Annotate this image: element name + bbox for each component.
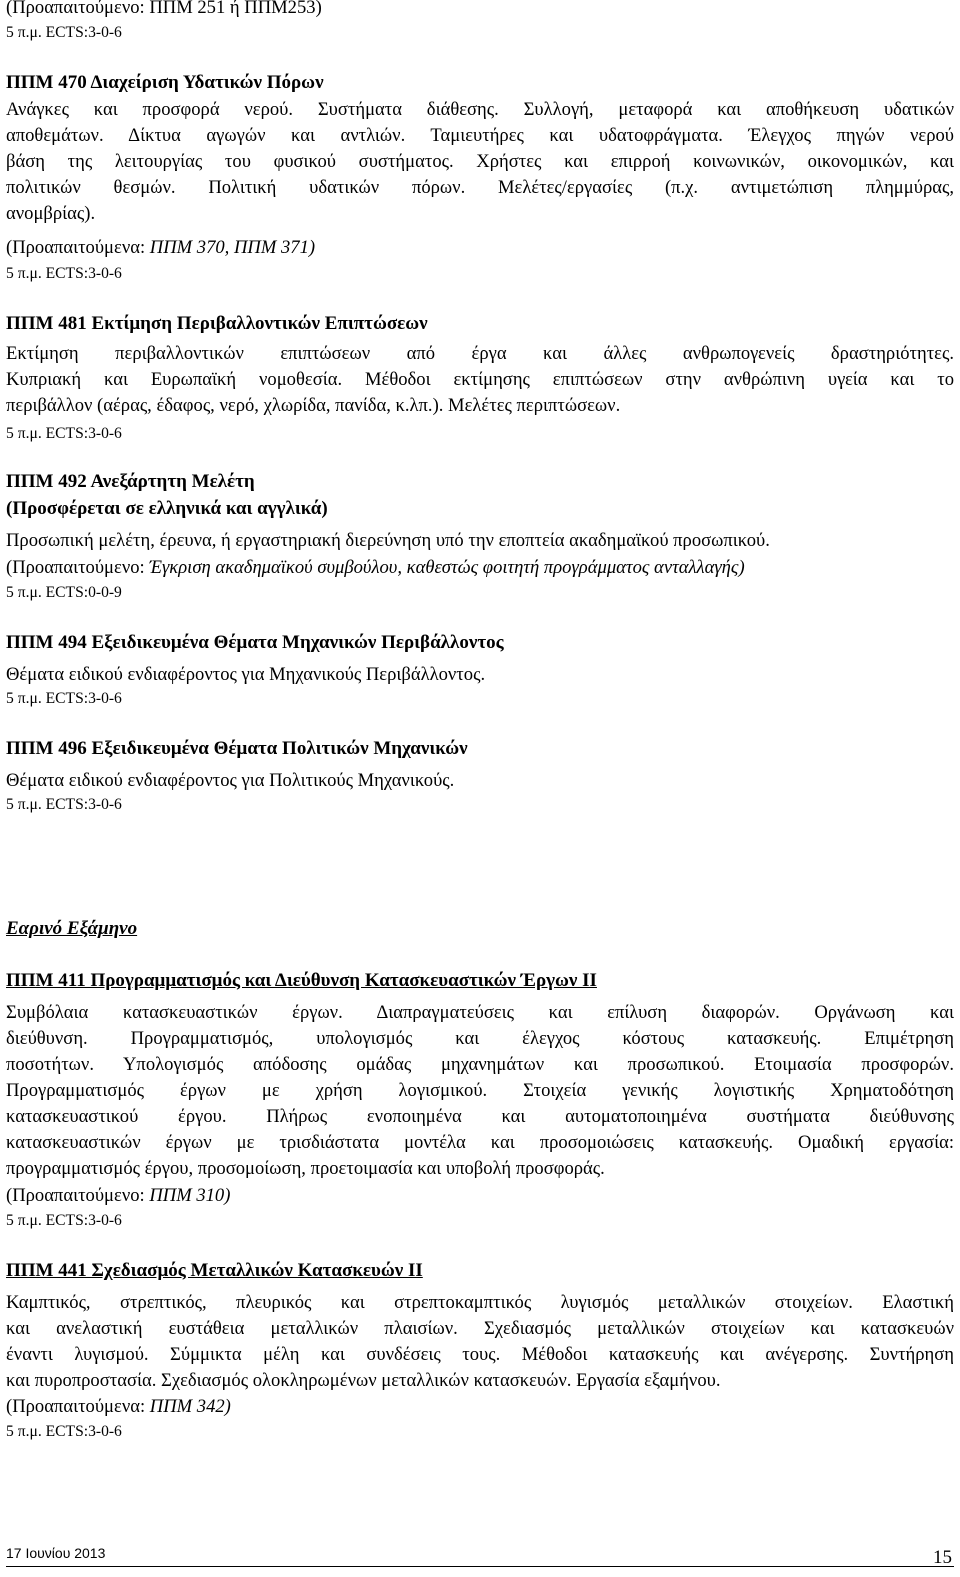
prerequisite-line (6, 1183, 230, 1209)
description-line: κατασκευαστικών έργων με τρισδιάστατα μοντέλα και προσομοιώσεις κατασκευής. Ομαδική εργασία: (6, 1132, 954, 1153)
prereq-value: Έγκριση ακαδημαϊκού συμβούλου, καθεστώς φοιτητή προγράμματος ανταλλαγής) (149, 557, 745, 578)
prereq-value: ΠΠΜ 342) (149, 1396, 231, 1417)
prerequisite-line (6, 555, 745, 581)
footer-date: 17 Ιουνίου 2013 (6, 1545, 106, 1561)
description-line: διεύθυνση. Προγραμματισμός, υπολογισμός και έλεγχος κόστους κατασκευής. Επιμέτρηση (6, 1028, 954, 1049)
credits-line: 5 π.μ. ECTS:3-0-6 (6, 265, 122, 282)
description-line: προγραμματισμός έργου, προσομοίωση, προετοιμασία και υποβολή προσφοράς. (6, 1158, 605, 1179)
credits-line: 5 π.μ. ECTS:3-0-6 (6, 690, 122, 707)
description-line: Κυπριακή και Ευρωπαϊκή νομοθεσία. Μέθοδοι εκτίμησης επιπτώσεων στην ανθρώπινη υγεία και το (6, 369, 954, 390)
course-description-441 (6, 1290, 954, 1394)
description-line: περιβάλλον (αέρας, έδαφος, νερό, χλωρίδα, πανίδα, κ.λπ.). Μελέτες περιπτώσεων. (6, 395, 621, 416)
course-title-481: ΠΠΜ 481 Εκτίμηση Περιβαλλοντικών Επιπτώσεων (6, 313, 428, 334)
description-line: Προσωπική μελέτη, έρευνα, ή εργαστηριακή διερεύνηση υπό την εποπτεία ακαδημαϊκού προσωπικού. (6, 530, 770, 551)
description-line: αποθεμάτων. Δίκτυα αγωγών και αντλιών. Ταμιευτήρες και υδατοφράγματα. Έλεγχος πηγών νερού (6, 125, 954, 146)
prereq-value: ΠΠΜ 370, ΠΠΜ 371) (149, 237, 316, 258)
description-line: ανομβρίας). (6, 203, 96, 224)
course-language-note: (Προσφέρεται σε ελληνικά και αγγλικά) (6, 498, 328, 519)
course-description-481 (6, 341, 954, 419)
prereq-label: (Προαπαιτούμενο: (6, 557, 150, 578)
description-line: Θέματα ειδικού ενδιαφέροντος για Πολιτικούς Μηχανικούς. (6, 770, 455, 791)
credits-line: 5 π.μ. ECTS:3-0-6 (6, 24, 122, 41)
description-line: ποσοτήτων. Υπολογισμός απόδοσης ομάδας μηχανημάτων και προσωπικού. Ετοιμασία προσφορών. (6, 1054, 954, 1075)
prerequisite-line: (Προαπαιτούμενο: ΠΠΜ 251 ή ΠΠΜ253) (6, 0, 322, 18)
description-line: πολιτικών θεσμών. Πολιτική υδατικών πόρων. Μελέτες/εργασίες (π.χ. αντιμετώπιση πλημμύρας, (6, 177, 954, 198)
course-description-470 (6, 97, 954, 227)
credits-line: 5 π.μ. ECTS:3-0-6 (6, 425, 122, 442)
course-title-470: ΠΠΜ 470 Διαχείριση Υδατικών Πόρων (6, 72, 324, 93)
semester-heading: Εαρινό Εξάμηνο (6, 918, 138, 939)
page-number: 15 (933, 1547, 952, 1568)
prerequisite-line (6, 1394, 231, 1420)
credits-line: 5 π.μ. ECTS:3-0-6 (6, 1212, 122, 1229)
description-line: Προγραμματισμός έργων με χρήση λογισμικού. Στοιχεία γενικής λογιστικής Χρηματοδότηση (6, 1080, 954, 1101)
prerequisite-line (6, 235, 315, 261)
description-line: Εκτίμηση περιβαλλοντικών επιπτώσεων από έργα και άλλες ανθρωπογενείς δραστηριότητες. (6, 343, 954, 364)
description-line: και πυροπροστασία. Σχεδιασμός ολοκληρωμένων μεταλλικών κατασκευών. Εργασία εξαμήνου. (6, 1370, 721, 1391)
prereq-label: (Προαπαιτούμενο: (6, 1185, 150, 1206)
prereq-value: ΠΠΜ 310) (149, 1185, 231, 1206)
description-line: Ανάγκες και προσφορά νερού. Συστήματα διάθεσης. Συλλογή, μεταφορά και αποθήκευση υδατικών (6, 99, 954, 120)
description-line: έναντι λυγισμού. Σύμμικτα μέλη και συνδέσεις τους. Μέθοδοι κατασκευής και ανέγερσης. Συντήρηση (6, 1344, 954, 1365)
course-title-441: ΠΠΜ 441 Σχεδιασμός Μεταλλικών Κατασκευών ΙΙ (6, 1260, 423, 1281)
credits-line: 5 π.μ. ECTS:3-0-6 (6, 796, 122, 813)
course-description-411 (6, 1000, 954, 1182)
description-line: Θέματα ειδικού ενδιαφέροντος για Μηχανικούς Περιβάλλοντος. (6, 664, 486, 685)
description-line: κατασκευαστικού έργου. Πλήρως ενοποιημένα και αυτοματοποιημένα συστήματα διεύθυνσης (6, 1106, 954, 1127)
footer-divider (6, 1566, 954, 1567)
description-line: βάση της λειτουργίας του φυσικού συστήματος. Χρήστες και επιρροή κοινωνικών, οικονομικών, και (6, 151, 954, 172)
course-title-494: ΠΠΜ 494 Εξειδικευμένα Θέματα Μηχανικών Περιβάλλοντος (6, 632, 504, 653)
course-title-496: ΠΠΜ 496 Εξειδικευμένα Θέματα Πολιτικών Μηχανικών (6, 738, 468, 759)
prereq-label: (Προαπαιτούμενα: (6, 237, 150, 258)
description-line: Καμπτικός, στρεπτικός, πλευρικός και στρεπτοκαμπτικός λυγισμός μεταλλικών στοιχείων. Ελαστική (6, 1292, 954, 1313)
course-title-411: ΠΠΜ 411 Προγραμματισμός και Διεύθυνση Κατασκευαστικών Έργων ΙΙ (6, 970, 597, 991)
credits-line: 5 π.μ. ECTS:3-0-6 (6, 1423, 122, 1440)
course-title-492: ΠΠΜ 492 Ανεξάρτητη Μελέτη (6, 471, 255, 492)
prereq-label: (Προαπαιτούμενα: (6, 1396, 150, 1417)
credits-line: 5 π.μ. ECTS:0-0-9 (6, 584, 122, 601)
description-line: Συμβόλαια κατασκευαστικών έργων. Διαπραγματεύσεις και επίλυση διαφορών. Οργάνωση και (6, 1002, 954, 1023)
description-line: και ανελαστική ευστάθεια μεταλλικών πλαισίων. Σχεδιασμός μεταλλικών στοιχείων και κατασκευών (6, 1318, 954, 1339)
